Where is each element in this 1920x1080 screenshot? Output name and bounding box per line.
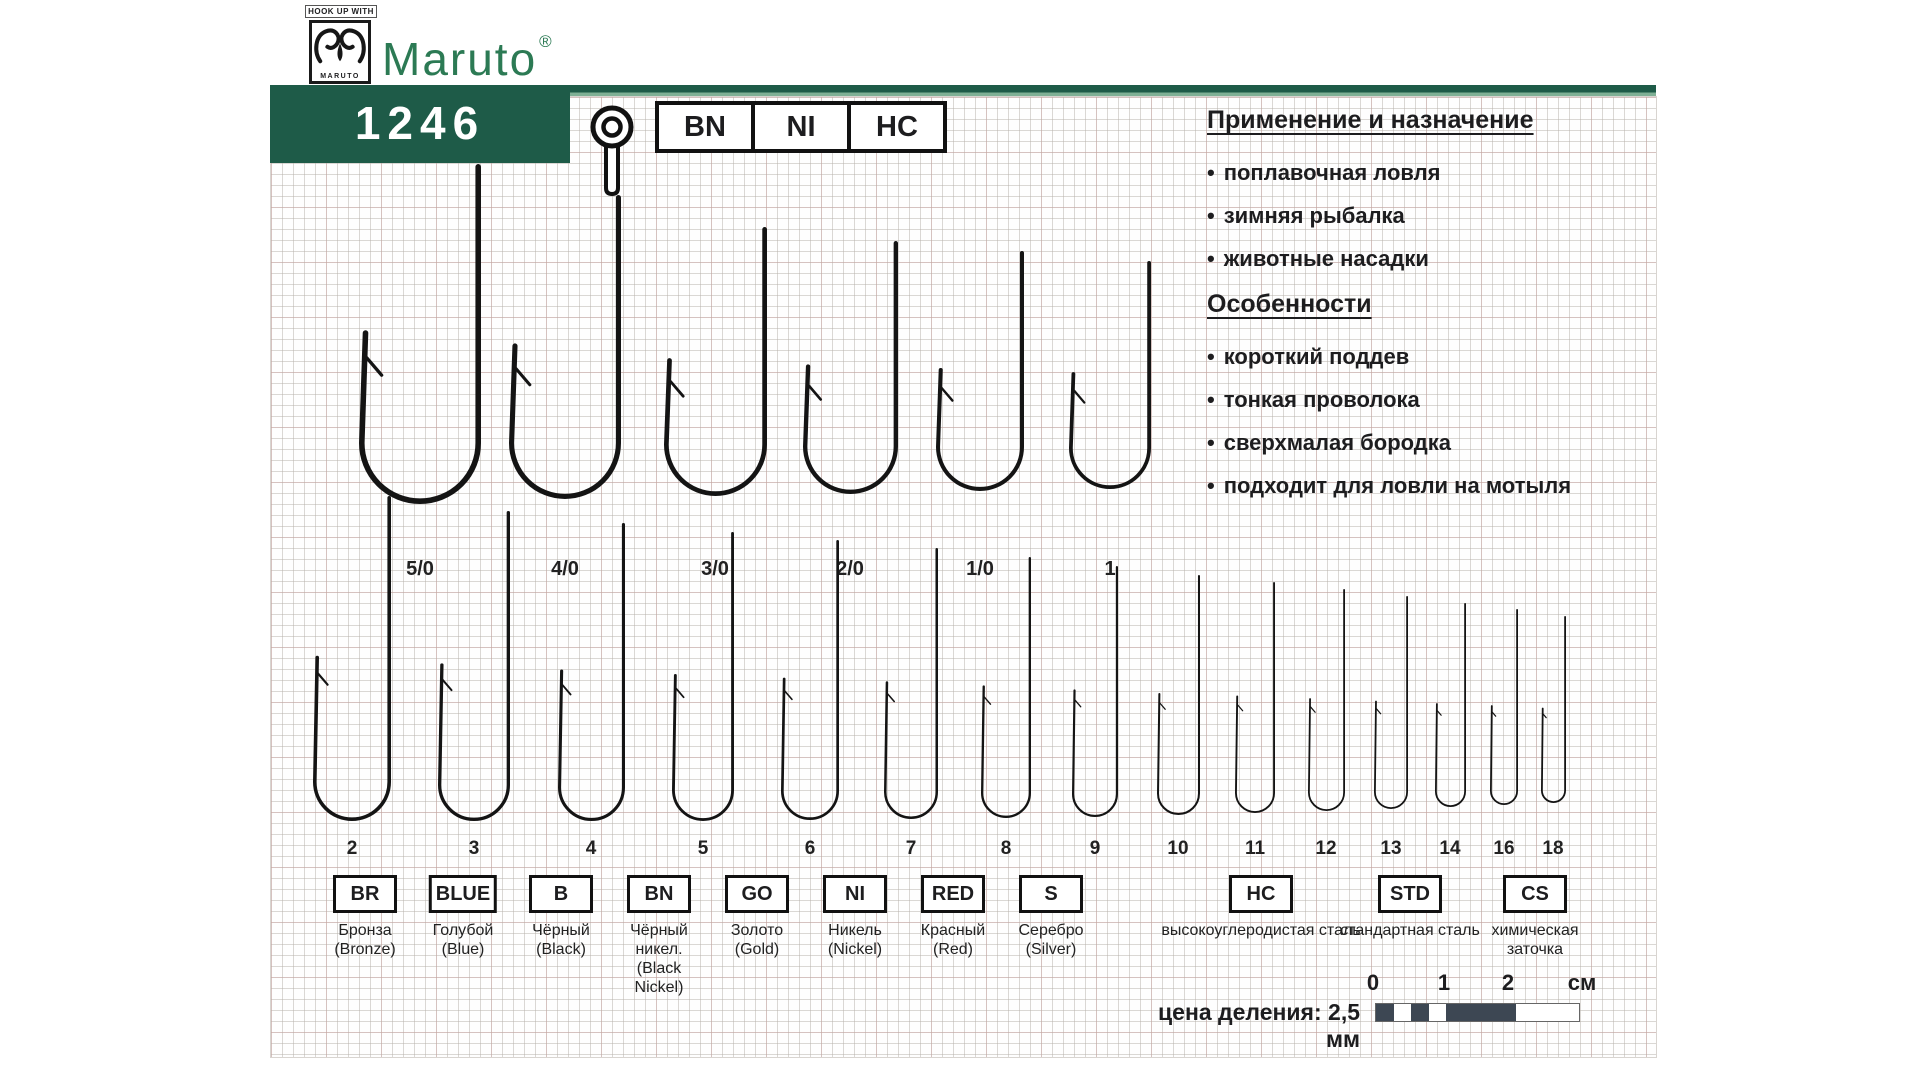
ruler-caption: цена деления: 2,5 мм — [1158, 999, 1360, 1052]
info-bullet-text: тонкая проволока — [1223, 386, 1420, 412]
color-name-en: (Black) — [536, 941, 586, 958]
hook-size-label: 1/0 — [966, 558, 994, 580]
fishing-hook — [1154, 574, 1203, 818]
brand-name — [382, 32, 554, 86]
hook-size-label: 4/0 — [551, 558, 579, 580]
info-bullet-item — [1207, 464, 1677, 507]
color-name: Бронза — [338, 922, 392, 939]
fishing-hook — [800, 240, 901, 497]
fishing-hook — [778, 539, 842, 823]
double-hook-logo-icon — [313, 24, 367, 66]
info-bullet-item — [1207, 421, 1677, 464]
info-bullet-text: подходит для ловли на мотыля — [1223, 472, 1572, 498]
hook-size-label: 16 — [1493, 838, 1515, 859]
finish-codes — [655, 101, 947, 153]
color-code-desc — [714, 921, 800, 959]
fishing-hook — [356, 163, 484, 507]
bullet-icon: • — [1207, 429, 1215, 455]
ruler-dark-segment — [1446, 1004, 1516, 1021]
bullet-icon: • — [1207, 472, 1215, 498]
color-code-desc — [322, 921, 408, 959]
registered-mark: ® — [539, 32, 554, 51]
features-list — [1207, 335, 1677, 507]
material-name: высокоуглеродистая сталь — [1161, 922, 1361, 939]
material-code-box-hc: HC — [1229, 875, 1293, 913]
color-name-en: (Nickel) — [827, 941, 883, 958]
info-bullet-item — [1207, 194, 1677, 237]
finish-code-bn: BN — [659, 105, 751, 149]
hook-size-label: 8 — [1000, 838, 1012, 859]
bullet-icon: • — [1207, 245, 1215, 271]
ruler-tick-label: 2 — [1501, 970, 1515, 995]
color-code-desc — [616, 921, 702, 997]
hook-size-label: 4 — [585, 838, 597, 859]
color-name-en: (Bronze) — [334, 941, 396, 958]
fishing-hook — [1066, 260, 1154, 492]
color-name: Чёрный никел. — [630, 922, 688, 958]
ruler-tick-label: 1 — [1437, 970, 1451, 995]
color-code-box-ni: NI — [823, 875, 887, 913]
info-bullet-text: зимняя рыбалка — [1223, 202, 1405, 228]
ruler-unit-label: см — [1567, 970, 1597, 995]
color-name-en: (Blue) — [441, 941, 485, 958]
material-code-desc — [1340, 921, 1480, 940]
color-name: Золото — [730, 922, 784, 939]
ruler-dark-segment — [1411, 1004, 1429, 1021]
color-code-desc — [518, 921, 604, 959]
material-code-box-std: STD — [1378, 875, 1442, 913]
hook-size-label: 2/0 — [836, 558, 864, 580]
fishing-hook — [1069, 565, 1121, 820]
color-name: Чёрный — [532, 922, 590, 939]
maruto-logo — [309, 20, 371, 84]
bullet-icon: • — [1207, 343, 1215, 369]
usage-list — [1207, 151, 1677, 280]
ruler-dark-segment — [1376, 1004, 1394, 1021]
hook-size-label: 3/0 — [701, 558, 729, 580]
scale-ruler — [1375, 1003, 1580, 1022]
finish-code-ni: NI — [751, 105, 847, 149]
fishing-hook — [1232, 581, 1278, 816]
brand-text: Maruto — [382, 33, 538, 85]
finish-code-hc: HC — [847, 105, 943, 149]
hook-size-label: 6 — [804, 838, 816, 859]
info-bullet-text: короткий поддев — [1223, 343, 1410, 369]
fishing-hook — [1487, 608, 1521, 808]
color-name-en: (Silver) — [1025, 941, 1077, 958]
info-bullet-item — [1207, 237, 1677, 280]
material-code-desc — [1470, 921, 1600, 959]
color-code-box-s: S — [1019, 875, 1083, 913]
color-code-box-go: GO — [725, 875, 789, 913]
fishing-hook — [881, 547, 941, 822]
fishing-hook — [933, 250, 1027, 494]
hook-size-label: 5 — [697, 838, 709, 859]
fishing-hook — [1432, 602, 1469, 810]
fishing-hook — [1305, 588, 1348, 814]
color-name-en: (Black Nickel) — [634, 960, 684, 996]
info-bullet-item — [1207, 151, 1677, 194]
color-code-box-b: B — [529, 875, 593, 913]
hook-size-label: 18 — [1542, 838, 1564, 859]
color-code-desc — [420, 921, 506, 959]
info-bullet-item — [1207, 335, 1677, 378]
material-code-desc — [1161, 921, 1361, 940]
hook-size-label: 2 — [346, 838, 358, 859]
hook-size-label: 9 — [1089, 838, 1101, 859]
hook-eye-icon — [588, 100, 636, 200]
fishing-hook — [669, 531, 737, 824]
logo-tagline: HOOK UP WITH — [305, 5, 377, 18]
info-bullet-text: поплавочная ловля — [1223, 159, 1441, 185]
hook-size-label: 5/0 — [406, 558, 434, 580]
model-number-banner: 1246 — [270, 85, 570, 163]
hook-size-label: 11 — [1244, 838, 1266, 859]
fishing-hook — [1371, 595, 1411, 812]
features-title: Особенности — [1207, 290, 1372, 318]
fishing-hook — [555, 522, 628, 824]
color-code-box-bn: BN — [627, 875, 691, 913]
material-code-box-cs: CS — [1503, 875, 1567, 913]
hook-size-label: 12 — [1315, 838, 1337, 859]
hook-size-label: 3 — [468, 838, 480, 859]
fishing-hook — [310, 495, 394, 824]
color-code-box-red: RED — [921, 875, 985, 913]
usage-title: Применение и назначение — [1207, 106, 1534, 134]
color-name: Голубой — [432, 922, 494, 939]
color-name: Красный — [920, 922, 986, 939]
fishing-hook — [1538, 615, 1569, 806]
color-code-box-br: BR — [333, 875, 397, 913]
info-bullet-item — [1207, 378, 1677, 421]
fishing-hook — [435, 510, 513, 824]
info-bullet-text: сверхмалая бородка — [1223, 429, 1451, 455]
color-name-en: (Gold) — [734, 941, 780, 958]
bullet-icon: • — [1207, 159, 1215, 185]
info-column — [1207, 106, 1677, 507]
logo-box-text: MARUTO — [320, 73, 360, 80]
hook-size-label: 7 — [905, 838, 917, 859]
hook-size-label: 10 — [1167, 838, 1189, 859]
color-name-en: (Red) — [932, 941, 973, 958]
hook-size-label: 14 — [1439, 838, 1461, 859]
color-code-box-blue: BLUE — [429, 875, 497, 913]
fishing-hook — [661, 226, 770, 499]
bullet-icon: • — [1207, 202, 1215, 228]
color-code-desc — [812, 921, 898, 959]
material-name: химическая заточка — [1491, 922, 1579, 958]
color-name: Никель — [828, 922, 882, 939]
color-code-desc — [1008, 921, 1094, 959]
color-code-desc — [910, 921, 996, 959]
info-bullet-text: животные насадки — [1223, 245, 1429, 271]
bullet-icon: • — [1207, 386, 1215, 412]
fishing-hook — [978, 556, 1034, 821]
material-name: стандартная сталь — [1340, 922, 1480, 939]
hook-size-label: 1 — [1104, 558, 1116, 580]
hook-size-label: 13 — [1380, 838, 1402, 859]
color-name: Серебро — [1018, 922, 1084, 939]
ruler-tick-label: 0 — [1366, 970, 1380, 995]
fishing-hook — [506, 194, 624, 502]
